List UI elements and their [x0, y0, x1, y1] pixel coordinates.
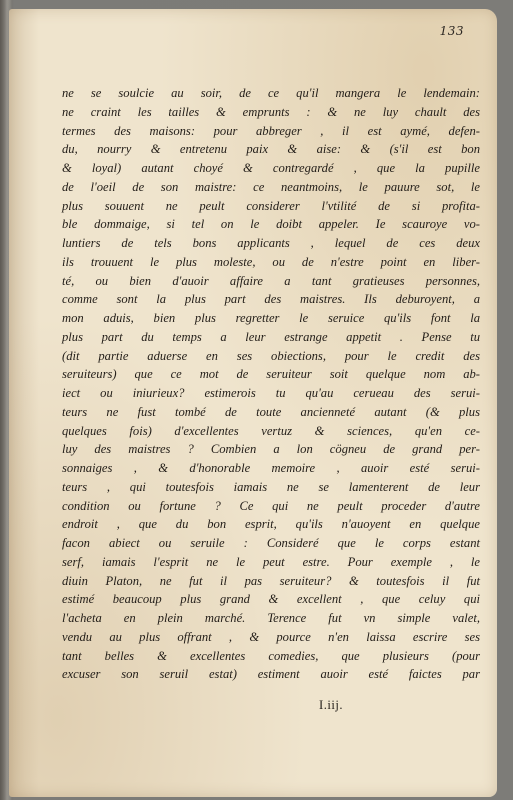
paper-leaf [9, 9, 497, 797]
text-line: ne craint les tailles & emprunts : & ne luy chault des [62, 104, 480, 119]
text-line: & loyal) autant choyé & contregardé , que la pupille [62, 161, 480, 175]
text-line: condition ou fortune ? Ce qui ne peult proceder d'autre [62, 498, 480, 513]
text-line: iect ou iniurieux? estimerois tu qu'au cerueau des serui- [62, 386, 480, 400]
page-number: 133 [439, 24, 464, 38]
text-line: mon aduis, bien plus regretter le seruice qu'ils font la [62, 311, 480, 325]
text-line: ble dommaige, si tel on le doibt appeler. Ie scauroye vo- [62, 217, 480, 232]
text-line: serf, iamais l'esprit ne le peut estre. Pour exemple , le [62, 554, 480, 569]
text-line: ils trouuent le plus moleste, ou de n'estre point en liber- [62, 254, 480, 269]
text-line: l'acheta en plein marché. Terence fut vn simple valet, [62, 611, 480, 625]
text-line: seruiteurs) que ce mot de seruiteur soit quelque nom ab- [62, 367, 480, 382]
text-line: de l'oeil de son maistre: ce neantmoins, le pauure sot, le [62, 179, 480, 194]
text-line: teurs , qui toutesfois iamais ne se lamenterent de leur [62, 479, 480, 494]
text-line: luy des maistres ? Combien a lon cögneu de grand per- [62, 442, 480, 457]
text-line: termes des maisons: pour abbreger , il est aymé, defen- [62, 123, 480, 138]
text-line: endroit , que du bon esprit, qu'ils n'auoyent en quelque [62, 517, 480, 532]
text-line: ne se soulcie au soir, de ce qu'il mangera le lendemain: [62, 86, 480, 100]
signature-mark: I.iij. [319, 698, 343, 712]
text-line: plus souuent ne peult considerer l'vtilité de si profita- [62, 198, 480, 213]
text-line: excuser son seruil estat) estiment auoir esté faictes par [62, 667, 480, 682]
text-line: quelques fois) d'excellentes vertuz & sciences, qu'en ce- [62, 423, 480, 438]
text-line: diuin Platon, ne fut il pas seruiteur? & toutesfois il fut [62, 573, 480, 588]
text-line: comme sont la plus part des maistres. Ils deburoyent, a [62, 292, 480, 307]
body-text [62, 84, 480, 684]
text-line: (dit partie aduerse en ses obiections, pour le credit des [62, 348, 480, 363]
text-line: vendu au plus offrant , & pource n'en laissa escrire ses [62, 629, 480, 644]
text-line: plus part du temps a leur estrange appetit . Pense tu [62, 329, 480, 344]
text-line: estimé beaucoup plus grand & excellent , que celuy qui [62, 592, 480, 607]
text-line: tant belles & excellentes comedies, que plusieurs (pour [62, 648, 480, 663]
text-line: luntiers de tels bons applicants , lequel de ces deux [62, 236, 480, 250]
text-line: té, ou bien d'auoir affaire a tant gratieuses personnes, [62, 273, 480, 288]
text-line: teurs ne fust tombé de toute ancienneté autant (& plus [62, 404, 480, 419]
text-line: du, nourry & entretenu paix & aise: & (s'il est bon [62, 142, 480, 157]
text-line: sonnaiges , & d'honorable memoire , auoir esté serui- [62, 461, 480, 475]
text-line: facon abiect ou seruile : Consideré que le corps estant [62, 536, 480, 550]
